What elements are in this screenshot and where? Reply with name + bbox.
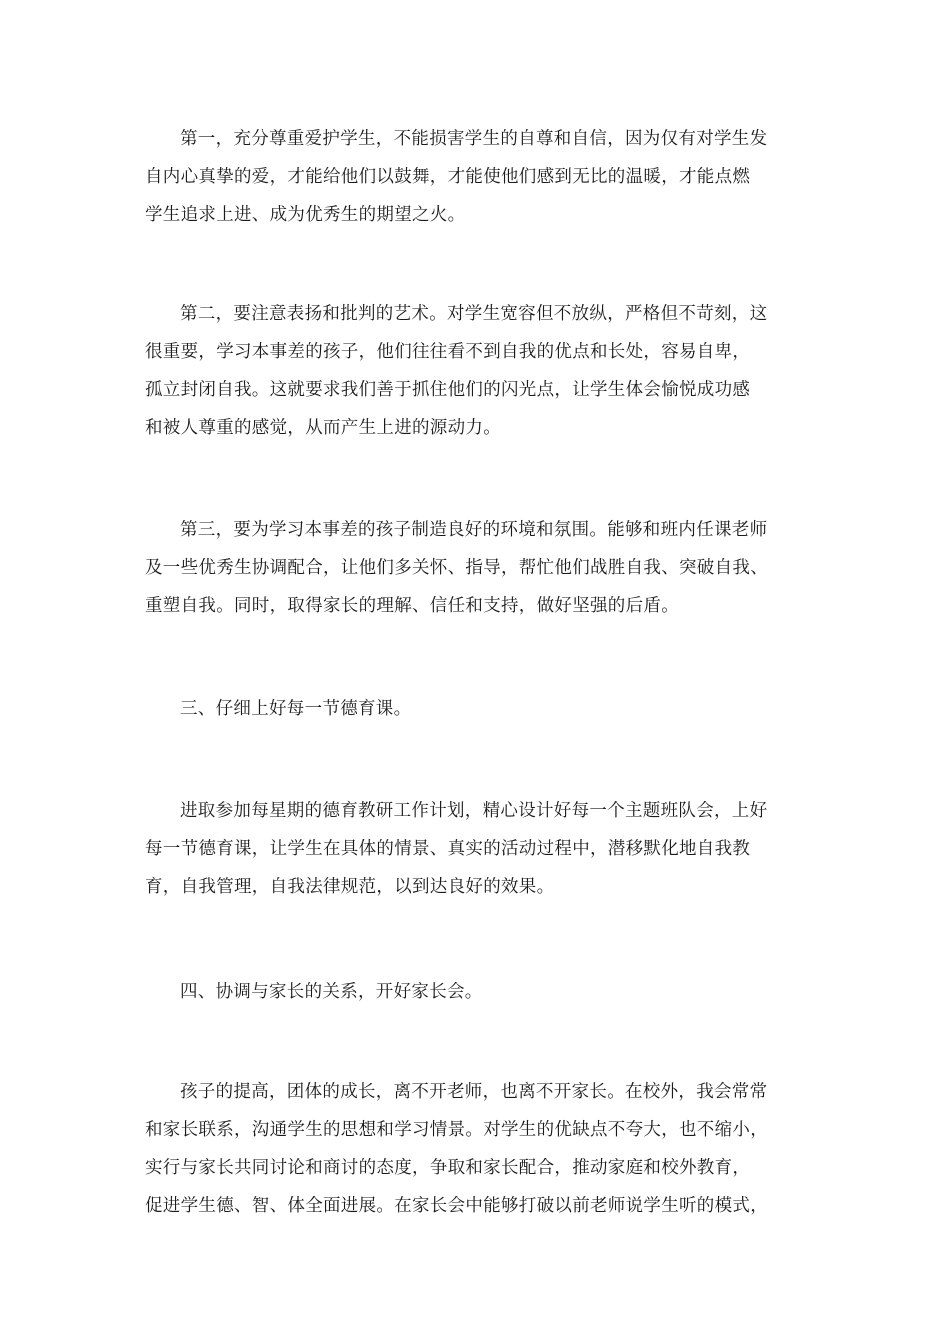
text-line: 孤立封闭自我。这就要求我们善于抓住他们的闪光点，让学生体会愉悦成功感 — [145, 380, 751, 400]
paragraph-praise-criticism — [145, 295, 810, 447]
text-line: 每一节德育课，让学生在具体的情景、真实的活动过程中，潜移默化地自我教 — [145, 839, 751, 859]
paragraph-parents — [145, 1073, 810, 1225]
text-line: 三、仔细上好每一节德育课。 — [180, 699, 412, 719]
text-line: 四、协调与家长的关系，开好家长会。 — [180, 982, 483, 1002]
text-line: 第二，要注意表扬和批判的艺术。对学生宽容但不放纵，严格但不苛刻，这 — [180, 304, 768, 324]
text-line: 学生追求上进、成为优秀生的期望之火。 — [145, 205, 466, 225]
text-line: 和家长联系，沟通学生的思想和学习情景。对学生的优缺点不夸大，也不缩小， — [145, 1120, 768, 1140]
text-line: 实行与家长共同讨论和商讨的态度，争取和家长配合，推动家庭和校外教育， — [145, 1158, 751, 1178]
section-heading-parents — [145, 973, 810, 1011]
text-line: 促进学生德、智、体全面进展。在家长会中能够打破以前老师说学生听的模式， — [145, 1196, 768, 1216]
text-line: 很重要，学习本事差的孩子，他们往往看不到自我的优点和长处，容易自卑， — [145, 342, 751, 362]
paragraph-environment — [145, 511, 810, 625]
text-line: 及一些优秀生协调配合，让他们多关怀、指导，帮忙他们战胜自我、突破自我、 — [145, 558, 768, 578]
text-line: 第三，要为学习本事差的孩子制造良好的环境和氛围。能够和班内任课老师 — [180, 520, 768, 540]
text-line: 孩子的提高，团体的成长，离不开老师，也离不开家长。在校外，我会常常 — [180, 1082, 768, 1102]
paragraph-moral-class — [145, 792, 810, 906]
section-heading-moral-class — [145, 690, 810, 728]
text-line: 进取参加每星期的德育教研工作计划，精心设计好每一个主题班队会，上好 — [180, 801, 768, 821]
text-line: 育，自我管理，自我法律规范，以到达良好的效果。 — [145, 877, 555, 897]
text-line: 第一，充分尊重爱护学生，不能损害学生的自尊和自信，因为仅有对学生发 — [180, 129, 768, 149]
paragraph-respect-students — [145, 120, 810, 234]
text-line: 和被人尊重的感觉，从而产生上进的源动力。 — [145, 418, 501, 438]
text-line: 重塑自我。同时，取得家长的理解、信任和支持，做好坚强的后盾。 — [145, 596, 679, 616]
text-line: 自内心真挚的爱，才能给他们以鼓舞，才能使他们感到无比的温暖，才能点燃 — [145, 167, 751, 187]
